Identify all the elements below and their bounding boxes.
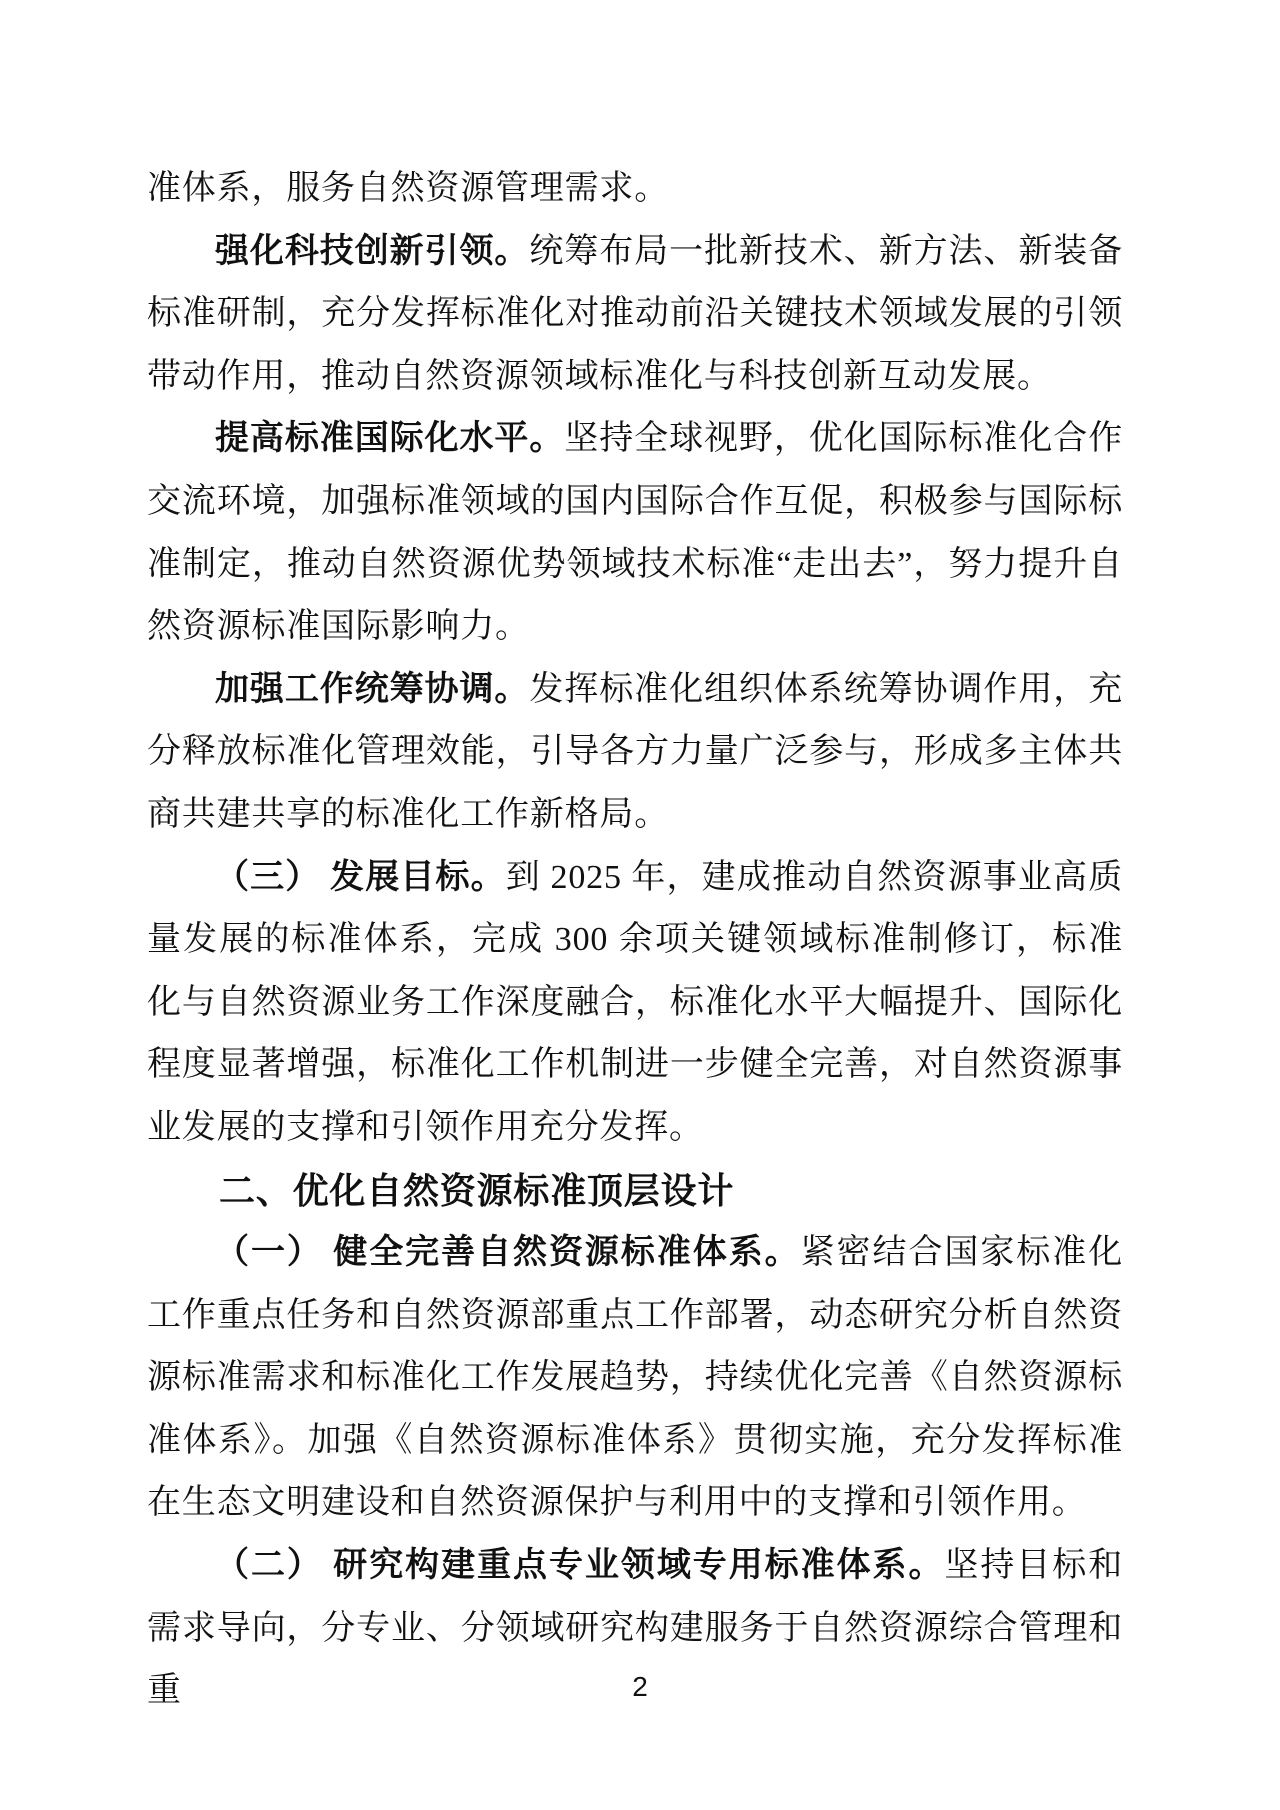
- paragraph-lead: 强化科技创新引领。: [215, 232, 530, 270]
- page-number: 2: [632, 1671, 648, 1702]
- paragraph-lead: 提高标准国际化水平。: [215, 420, 565, 458]
- paragraph-lead: 加强工作统筹协调。: [215, 670, 530, 708]
- paragraph-lead: （三） 发展目标。: [215, 858, 506, 896]
- paragraph: [147, 221, 1123, 409]
- paragraph-text: 统筹布局一批新技术、新方法、新装备标准研制，充分发挥标准化对推动前沿关键技术领域发展的引领带动作用，推动自然资源领域标准化与科技创新互动发展。: [147, 232, 1123, 395]
- paragraph-text: 准体系，服务自然资源管理需求。: [147, 170, 669, 207]
- section-heading: 二、优化自然资源标准顶层设计: [219, 1169, 735, 1211]
- paragraph-lead: （一） 健全完善自然资源标准体系。: [215, 1234, 801, 1272]
- paragraph-text: 发挥标准化组织体系统筹协调作用，充分释放标准化管理效能，引导各方力量广泛参与，形成多主体共商共建共享的标准化工作新格局。: [147, 670, 1123, 833]
- paragraph-text: 坚持目标和需求导向，分专业、分领域研究构建服务于自然资源综合管理和重: [147, 1547, 1123, 1710]
- paragraph-lead: （二） 研究构建重点专业领域专用标准体系。: [215, 1547, 945, 1585]
- document-body: [147, 158, 1123, 1723]
- paragraph-text: 坚持全球视野，优化国际标准化合作交流环境，加强标准领域的国内国际合作互促，积极参与国际标准制定，推动自然资源优势领域技术标准“走出去”，努力提升自然资源标准国际影响力。: [147, 420, 1123, 646]
- paragraph: [147, 408, 1123, 658]
- paragraph-text: 紧密结合国家标准化工作重点任务和自然资源部重点工作部署，动态研究分析自然资源标准需求和标准化工作发展趋势，持续优化完善《自然资源标准体系》。加强《自然资源标准体系》贯彻实施，充分发挥标准在生态文明建设和自然资源保护与利用中的支撑和引领作用。: [147, 1234, 1123, 1522]
- paragraph: [147, 1222, 1123, 1535]
- paragraph-text: 到 2025 年，建成推动自然资源事业高质量发展的标准体系，完成 300 余项关键领域标准制修订，标准化与自然资源业务工作深度融合，标准化水平大幅提升、国际化程度显著增强，标准化工作机制进一步健全完善，对自然资源事业发展的支撑和引领作用充分发挥。: [147, 858, 1123, 1146]
- paragraph: [147, 659, 1123, 847]
- paragraph: [147, 847, 1123, 1160]
- paragraph: [147, 158, 1123, 221]
